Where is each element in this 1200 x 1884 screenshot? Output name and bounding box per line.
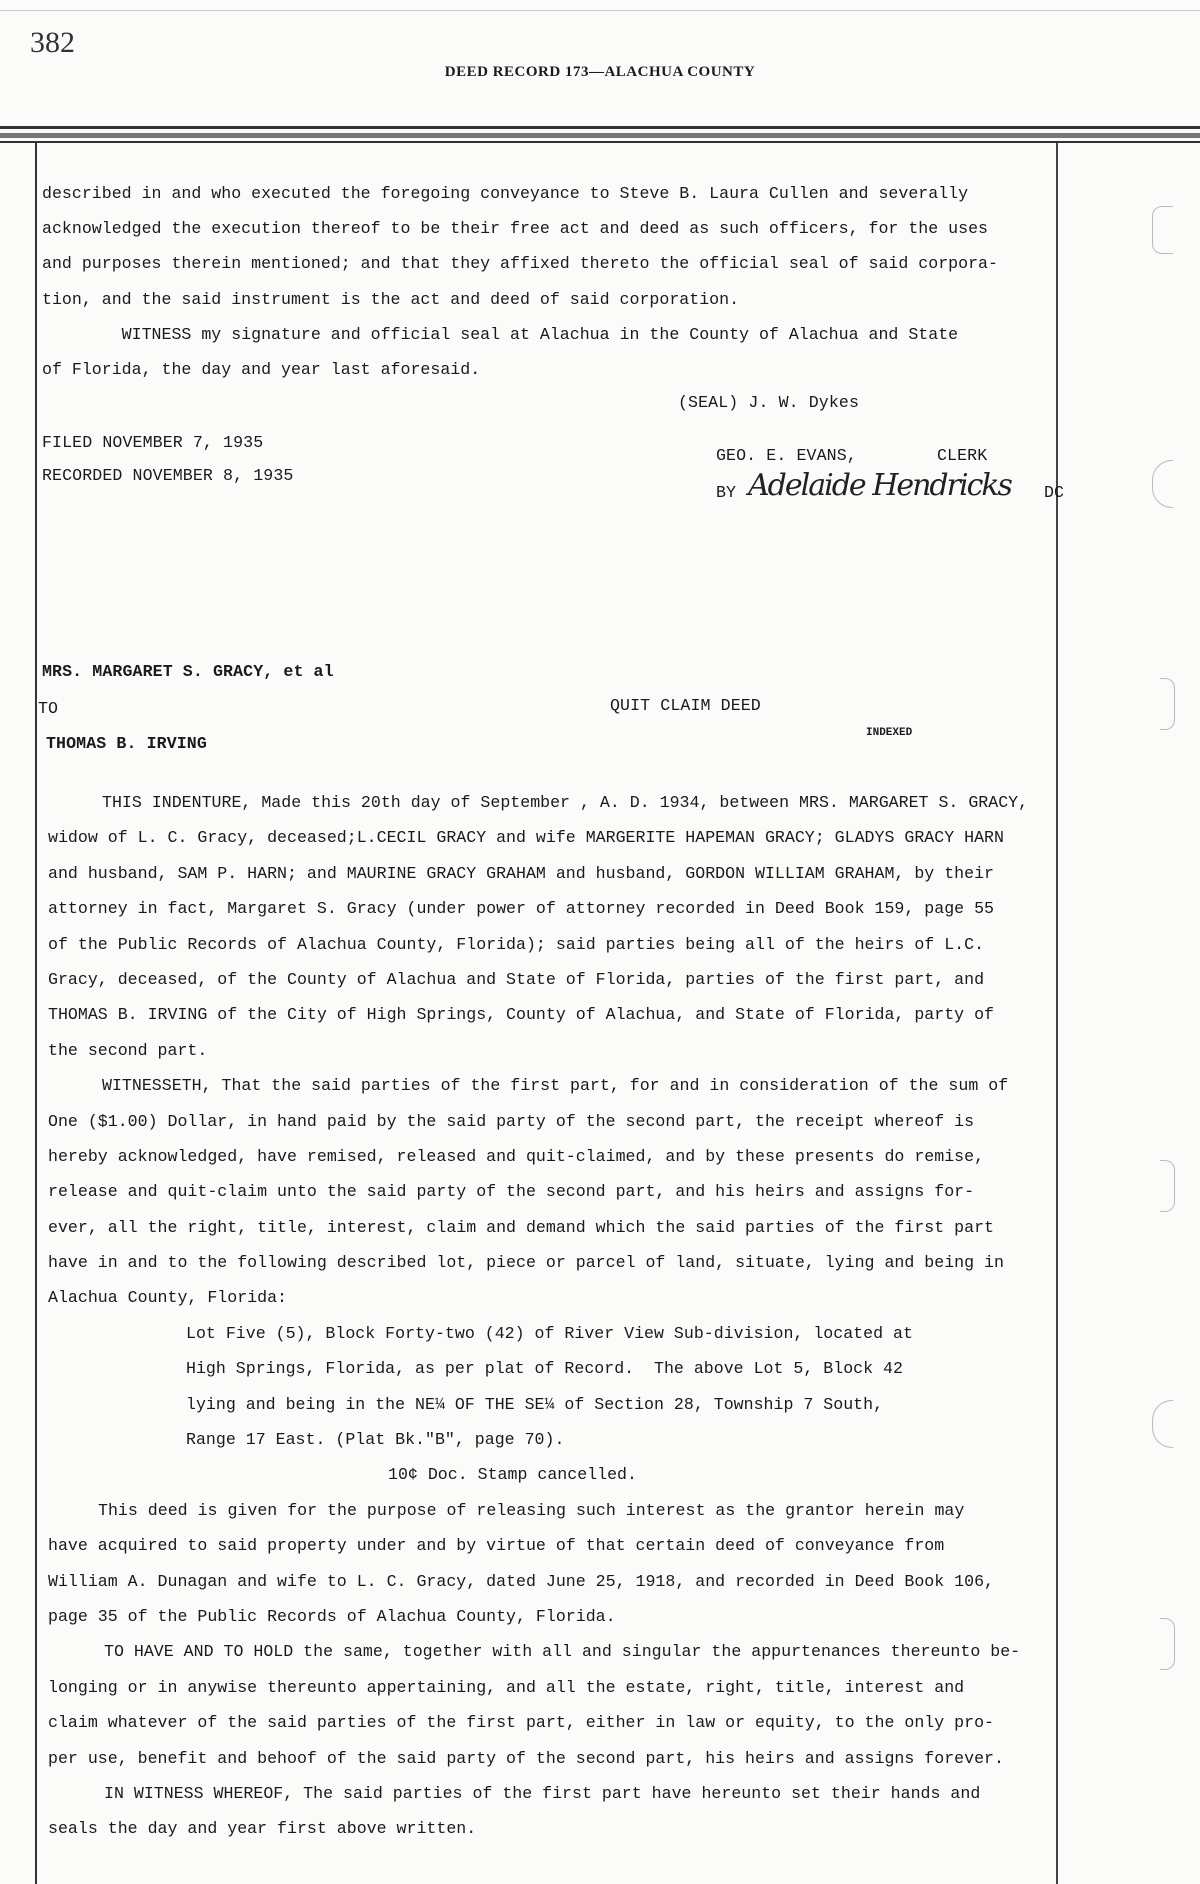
text-line: IN WITNESS WHEREOF, The said parties of the first part have hereunto set their hands and <box>104 1783 981 1803</box>
header-rule <box>0 126 1200 129</box>
header-rule <box>0 133 1200 138</box>
property-description-line: Lot Five (5), Block Forty-two (42) of River View Sub-division, located at <box>186 1323 913 1343</box>
binder-ring-mark <box>1160 1618 1175 1670</box>
text-line: described in and who executed the foregoing conveyance to Steve B. Laura Cullen and severally <box>42 184 969 203</box>
grantor-name: MRS. MARGARET S. GRACY, et al <box>42 662 334 681</box>
text-line: of Florida, the day and year last aforesaid. <box>42 359 481 379</box>
text-line: TO HAVE AND TO HOLD the same, together with all and singular the appurtenances thereunto be- <box>104 1642 1021 1662</box>
text-line: tion, and the said instrument is the act and deed of said corporation. <box>42 289 740 309</box>
text-line: page 35 of the Public Records of Alachua County, Florida. <box>48 1606 616 1626</box>
text-line: seals the day and year first above written. <box>48 1819 477 1839</box>
text-line: widow of L. C. Gracy, deceased;L.CECIL GRACY and wife MARGERITE HAPEMAN GRACY; GLADYS GRACY HARN <box>48 828 1004 848</box>
deed-body <box>48 785 1028 1847</box>
stamp-note: 10¢ Doc. Stamp cancelled. <box>388 1465 637 1485</box>
page-top-edge <box>0 0 1200 11</box>
left-margin-line <box>35 143 37 1884</box>
binder-ring-mark <box>1152 206 1173 254</box>
text-line: and purposes therein mentioned; and that they affixed thereto the official seal of said corpora- <box>42 254 998 274</box>
binder-ring-mark <box>1152 1400 1173 1448</box>
text-line: WITNESSETH, That the said parties of the first part, for and in consideration of the sum of <box>102 1076 1009 1096</box>
indexed-stamp: INDEXED <box>866 727 913 739</box>
deed-title: QUIT CLAIM DEED <box>610 696 761 715</box>
text-line: William A. Dunagan and wife to L. C. Gracy, dated June 25, 1918, and recorded in Deed Book 106, <box>48 1571 994 1591</box>
text-line: One ($1.00) Dollar, in hand paid by the said party of the second part, the receipt whereof is <box>48 1111 975 1131</box>
text-line: WITNESS my signature and official seal at Alachua in the County of Alachua and State <box>42 324 959 344</box>
property-description-line: Range 17 East. (Plat Bk."B", page 70). <box>186 1430 565 1450</box>
grantee-name: THOMAS B. IRVING <box>46 734 207 753</box>
text-line: longing or in anywise thereunto appertaining, and all the estate, right, title, interest and <box>48 1677 965 1697</box>
binder-ring-mark <box>1160 1160 1175 1212</box>
right-margin-line <box>1056 143 1058 1884</box>
text-line: hereby acknowledged, have remised, released and quit-claimed, and by these presents do remise, <box>48 1146 985 1166</box>
text-line: release and quit-claim unto the said party of the second part, and his heirs and assigns for- <box>48 1182 975 1202</box>
page-header: DEED RECORD 173—ALACHUA COUNTY <box>444 64 756 80</box>
text-line: have in and to the following described lot, piece or parcel of land, situate, lying and being in <box>48 1253 1004 1273</box>
filed-date: FILED NOVEMBER 7, 1935 <box>42 433 264 452</box>
recorded-date: RECORDED NOVEMBER 8, 1935 <box>42 466 294 485</box>
text-line: claim whatever of the said parties of the first part, either in law or equity, to the only pro- <box>48 1713 994 1733</box>
text-line: Gracy, deceased, of the County of Alachua and State of Florida, parties of the first part, and <box>48 969 985 989</box>
text-line: per use, benefit and behoof of the said party of the second part, his heirs and assigns forever. <box>48 1748 1004 1768</box>
property-description-line: High Springs, Florida, as per plat of Record. The above Lot 5, Block 42 <box>186 1359 903 1379</box>
text-line: the second part. <box>48 1040 208 1060</box>
clerk-title: CLERK <box>937 446 988 465</box>
text-line: attorney in fact, Margaret S. Gracy (under power of attorney recorded in Deed Book 159, page 55 <box>48 899 994 919</box>
by-label: BY <box>716 483 737 502</box>
binder-ring-mark <box>1160 678 1175 730</box>
page-number: 382 <box>30 26 75 59</box>
text-line: This deed is given for the purpose of releasing such interest as the grantor herein may <box>98 1500 965 1520</box>
clerk-name: GEO. E. EVANS, <box>716 446 857 465</box>
binder-ring-mark <box>1152 460 1173 508</box>
text-line: THOMAS B. IRVING of the City of High Springs, County of Alachua, and State of Florida, party of <box>48 1005 994 1025</box>
handwritten-signature: Adelaide Hendricks <box>748 468 1011 503</box>
text-line: THIS INDENTURE, Made this 20th day of September , A. D. 1934, between MRS. MARGARET S. GRACY, <box>102 793 1029 812</box>
header-rule <box>0 141 1200 143</box>
deputy-clerk-label: DC <box>1044 483 1065 502</box>
text-line: have acquired to said property under and by virtue of that certain deed of conveyance from <box>48 1536 945 1556</box>
property-description-line: lying and being in the NE¼ OF THE SE¼ of Section 28, Township 7 South, <box>186 1394 884 1414</box>
text-line: ever, all the right, title, interest, claim and demand which the said parties of the first part <box>48 1217 994 1237</box>
text-line: of the Public Records of Alachua County, Florida); said parties being all of the heirs of L.C. <box>48 934 985 954</box>
acknowledgment-text <box>42 176 998 387</box>
seal-signature: (SEAL) J. W. Dykes <box>678 393 860 412</box>
text-line: and husband, SAM P. HARN; and MAURINE GRACY GRAHAM and husband, GORDON WILLIAM GRAHAM, by their <box>48 863 994 883</box>
text-line: Alachua County, Florida: <box>48 1288 287 1308</box>
text-line: acknowledged the execution thereof to be their free act and deed as such officers, for the uses <box>42 219 988 239</box>
to-label: TO <box>38 699 59 718</box>
